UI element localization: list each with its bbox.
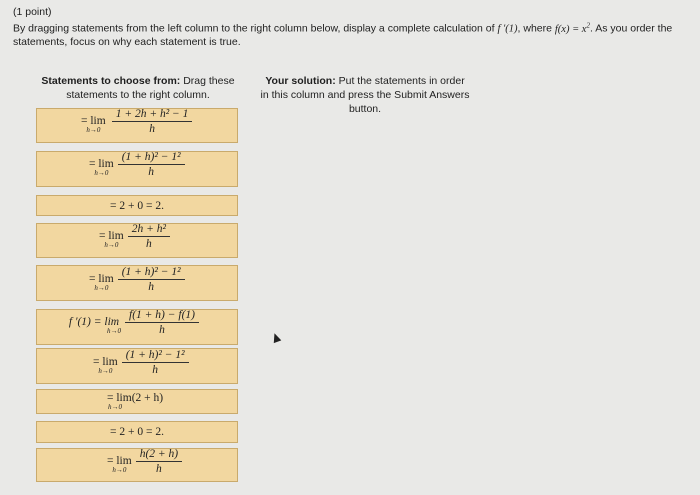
- statement-card[interactable]: = lim(2 + h) h→0: [36, 389, 238, 414]
- fx-expr: $f(x) = x^2$: [554, 21, 590, 35]
- fprime-expr: f ′(1): [497, 23, 518, 35]
- statement-card[interactable]: = lim h→0 $\frac{\text{1 + 2h + h² − 1}}{h}$: [36, 108, 238, 143]
- statement-card[interactable]: = lim h→0 $\frac{\text{(1 + h)² − 1²}}{h}$: [36, 265, 238, 301]
- right-column-title: Your solution: Put the statements in order in this column and press the Submit Answers button.: [260, 75, 470, 115]
- statement-card[interactable]: = 2 + 0 = 2.: [36, 421, 238, 443]
- left-column-title: Statements to choose from: Drag these statements to the right column.: [41, 75, 235, 101]
- points-label: (1 point): [13, 6, 52, 18]
- statement-card[interactable]: f ′(1) = lim h→0 $\frac{f(1 + h) - f(1)}{h}$: [36, 309, 238, 345]
- instruction-text: By dragging statements from the left column to the right column below, display a complete calculation of f ′(1), where $f(x) = x^2$. As you order the: [13, 21, 673, 35]
- statement-card[interactable]: = lim h→0 $\frac{\text{(1 + h)² − 1²}}{h}$: [36, 151, 238, 187]
- statement-card[interactable]: = lim h→0 $\frac{\text{2h + h²}}{h}$: [36, 223, 238, 258]
- statement-card[interactable]: = 2 + 0 = 2.: [36, 195, 238, 216]
- instruction-line2: statements, focus on why each statement is true.: [13, 35, 241, 48]
- statement-card[interactable]: = lim h→0 $\frac{h(2 + h)}{h}$: [36, 448, 238, 482]
- statement-card[interactable]: = lim h→0 $\frac{\text{(1 + h)² − 1²}}{h}$: [36, 348, 238, 384]
- solution-drop-zone[interactable]: [255, 120, 480, 480]
- problem-header: [13, 6, 688, 49]
